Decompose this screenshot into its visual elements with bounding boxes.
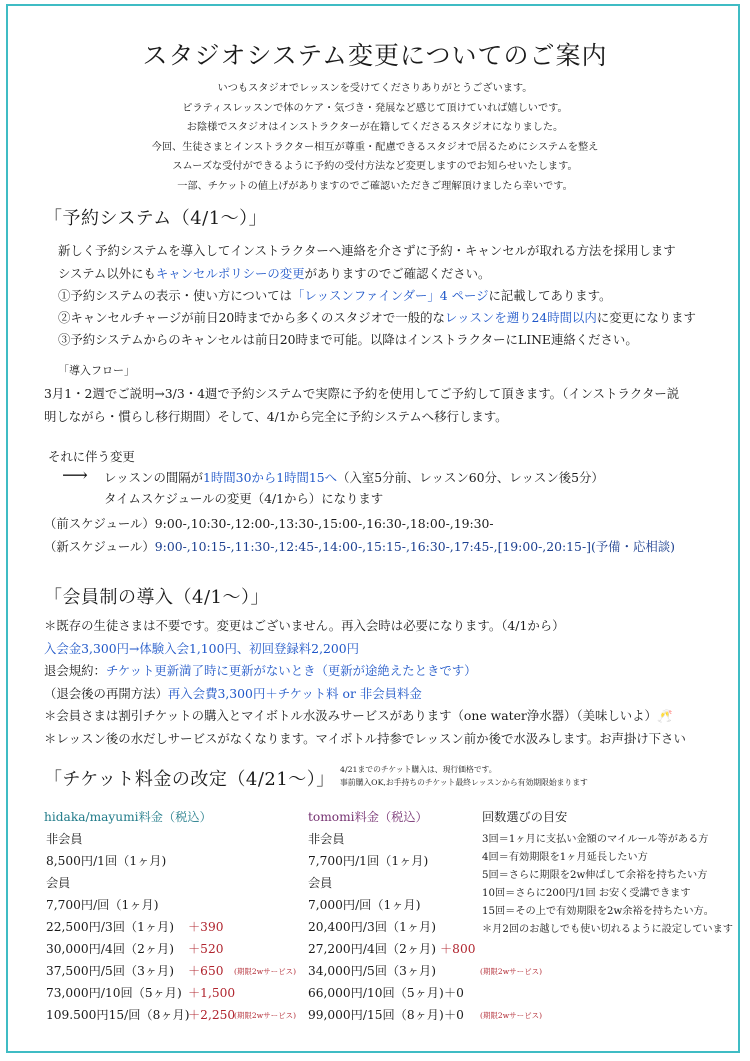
tomomi-diff: ＋0 [444,986,464,1000]
guide-item: 4回＝有効期限を1ヶ月延長したい方 [482,852,648,863]
membership-line: ＊レッスン後の水だしサービスがなくなります。マイボトル持参でレッスン前か後で水汲みします。お声掛け下さい [44,731,686,746]
membership-line: ＊会員さまは割引チケットの購入とマイボトル水汲みサービスがあります（one water浄水器）（美味しいよ）🥂 [44,708,673,723]
reservation-line: システム以外にもキャンセルポリシーの変更がありますのでご確認ください。 [58,266,491,281]
tomomi-note: (期限2wサービス) [480,967,543,976]
tomomi-title: tomomi料金（税込） [308,810,428,824]
hidaka-title: hidaka/mayumi料金（税込） [44,810,212,824]
reservation-heading: 「予約システム（4/1〜）」 [44,208,268,229]
change-label: それに伴う変更 [48,449,135,464]
flow-line: 3月1・2週でご説明→3/3・4週で予約システムで実際に予約を使用してご予約して頂きます。（インストラクター説 [44,386,680,401]
before-schedule: （前スケジュール）9:00-,10:30-,12:00-,13:30-,15:00-,16:30-,18:00-,19:30- [44,516,494,531]
guide-item: 15回＝その上で有効期限を2w余裕を持ちたい方。 [482,906,714,917]
intro-paragraph [0,79,750,197]
cancel-policy-highlight: キャンセルポリシーの変更 [155,266,305,281]
membership-line: 退会規約：チケット更新満了時に更新がないとき（更新が途絶えたときです） [44,663,477,678]
intro-line: ピラティスレッスンで体のケア・気づき・発展など感じて頂けていれば嬉しいです。 [182,102,568,114]
hidaka-diff: ＋520 [188,942,224,956]
after-schedule: （新スケジュール）9:00-,10:15-,11:30-,12:45-,14:00-,15:15-,16:30-,17:45-,[19:00-,20:15-](予備・応相談) [44,539,675,554]
hidaka-diff: ＋390 [188,920,224,934]
flow-label: 「導入フロー」 [58,364,135,377]
tomomi-diff: ＋0 [444,1008,464,1022]
reservation-line: ①予約システムの表示・使い方については「レッスンファインダー」4 ページに記載してあります。 [58,288,612,303]
reservation-line: ③予約システムからのキャンセルは前日20時まで可能。以降はインストラクターにLINE連絡ください。 [58,332,638,347]
change-line: タイムスケジュールの変更（4/1から）になります [104,491,384,506]
tomomi-member-label: 会員 [308,876,333,890]
tomomi-note: (期限2wサービス) [480,1011,543,1020]
hidaka-diff: ＋1,500 [188,986,236,1000]
tomomi-price-row: 27,200円/4回（2ヶ月) [308,942,436,956]
tickets-heading: 「チケット料金の改定（4/21〜）」 [44,769,335,790]
intro-line: お陰様でスタジオはインストラクターが在籍してくださるスタジオになりました。 [186,122,564,134]
hidaka-price-row: 30,000円/4回（2ヶ月) [46,942,174,956]
membership-heading: 「会員制の導入（4/1〜）」 [44,587,269,608]
intro-line: スムーズな受付ができるように予約の受付方法など変更しますのでお知らせいたします。 [172,161,578,173]
hidaka-nonmember-label: 非会員 [46,832,83,846]
tomomi-price-row: 66,000円/10回（5ヶ月) [308,986,444,1000]
tomomi-diff: ＋800 [440,942,476,956]
arrow-icon: ⟶ [62,465,88,486]
tomomi-price-row: 20,400円/3回（1ヶ月) [308,920,436,934]
hidaka-price-row: 7,700円/回（1ヶ月) [46,898,159,912]
membership-line: （退会後の再開方法）再入会費3,300円＋チケット料 or 非会員料金 [44,686,422,701]
guide-item: 5回＝さらに期限を2w伸ばして余裕を持ちたい方 [482,870,708,881]
tomomi-nonmember-price: 7,700円/1回（1ヶ月) [308,854,429,868]
membership-line: ＊既存の生徒さまは不要です。変更はございません。再入会時は必要になります。（4/1から） [44,618,565,633]
hidaka-member-label: 会員 [46,876,71,890]
hidaka-diff: ＋650 [188,964,224,978]
24h-highlight: レッスンを遡り24時間以内 [444,310,597,325]
flow-line: 明しながら・慣らし移行期間）そして、4/1から完全に予約システムへ移行します。 [44,409,508,424]
membership-fee: 入会金3,300円→体験入会1,100円、初回登録料2,200円 [44,641,360,656]
hidaka-diff: ＋2,250 [188,1008,236,1022]
tomomi-price-row: 34,000円/5回（3ヶ月) [308,964,436,978]
guide-title: 回数選びの目安 [482,810,568,824]
hidaka-note: (期限2wサービス) [234,967,297,976]
hidaka-nonmember-price: 8,500円/1回（1ヶ月) [46,854,167,868]
hidaka-price-row: 73,000円/10回（5ヶ月) [46,986,182,1000]
intro-line: 今回、生徒さまとインストラクター相互が尊重・配慮できるスタジオで居るためにシステムを整え [151,141,599,153]
guide-item: 3回＝1ヶ月に支払い金額のマイルール等がある方 [482,834,709,845]
reservation-line: 新しく予約システムを導入してインストラクターへ連絡を介さずに予約・キャンセルが取れる方法を採用します [58,243,676,258]
tomomi-price-row: 99,000円/15回（8ヶ月) [308,1008,444,1022]
intro-line: 一部、チケットの値上げがありますのでご確認いただきご理解頂けましたら幸いです。 [177,180,573,192]
change-line: レッスンの間隔が1時間30から1時間15へ（入室5分前、レッスン60分、レッスン後5分） [104,470,604,485]
tomomi-nonmember-label: 非会員 [308,832,345,846]
tickets-note: 4/21までのチケット購入は、現行価格です。 事前購入OK,お手持ちのチケット最終レッスンから有効期限始まります [340,765,588,787]
guide-item: ＊月2回のお越しでも使い切れるように設定しています [482,924,733,935]
hidaka-price-row: 37,500円/5回（3ヶ月) [46,964,174,978]
hidaka-price-row: 22,500円/3回（1ヶ月) [46,920,174,934]
lesson-finder-highlight: 「レッスンファインダー」4 ページ [291,288,489,303]
hidaka-note: (期限2wサービス) [234,1011,297,1020]
page-title: スタジオシステム変更についてのご案内 [142,41,608,70]
hidaka-price-row: 109.500円15/回（8ヶ月) [46,1008,190,1022]
guide-item: 10回＝さらに200円/1回 お安く受講できます [482,888,691,899]
tomomi-price-row: 7,000円/回（1ヶ月) [308,898,421,912]
reservation-line: ②キャンセルチャージが前日20時までから多くのスタジオで一般的なレッスンを遡り24時間以内に変更になります [58,310,696,325]
intro-line: いつもスタジオでレッスンを受けてくださりありがとうございます。 [217,83,533,94]
interval-highlight: 1時間30から1時間15へ [203,470,338,485]
